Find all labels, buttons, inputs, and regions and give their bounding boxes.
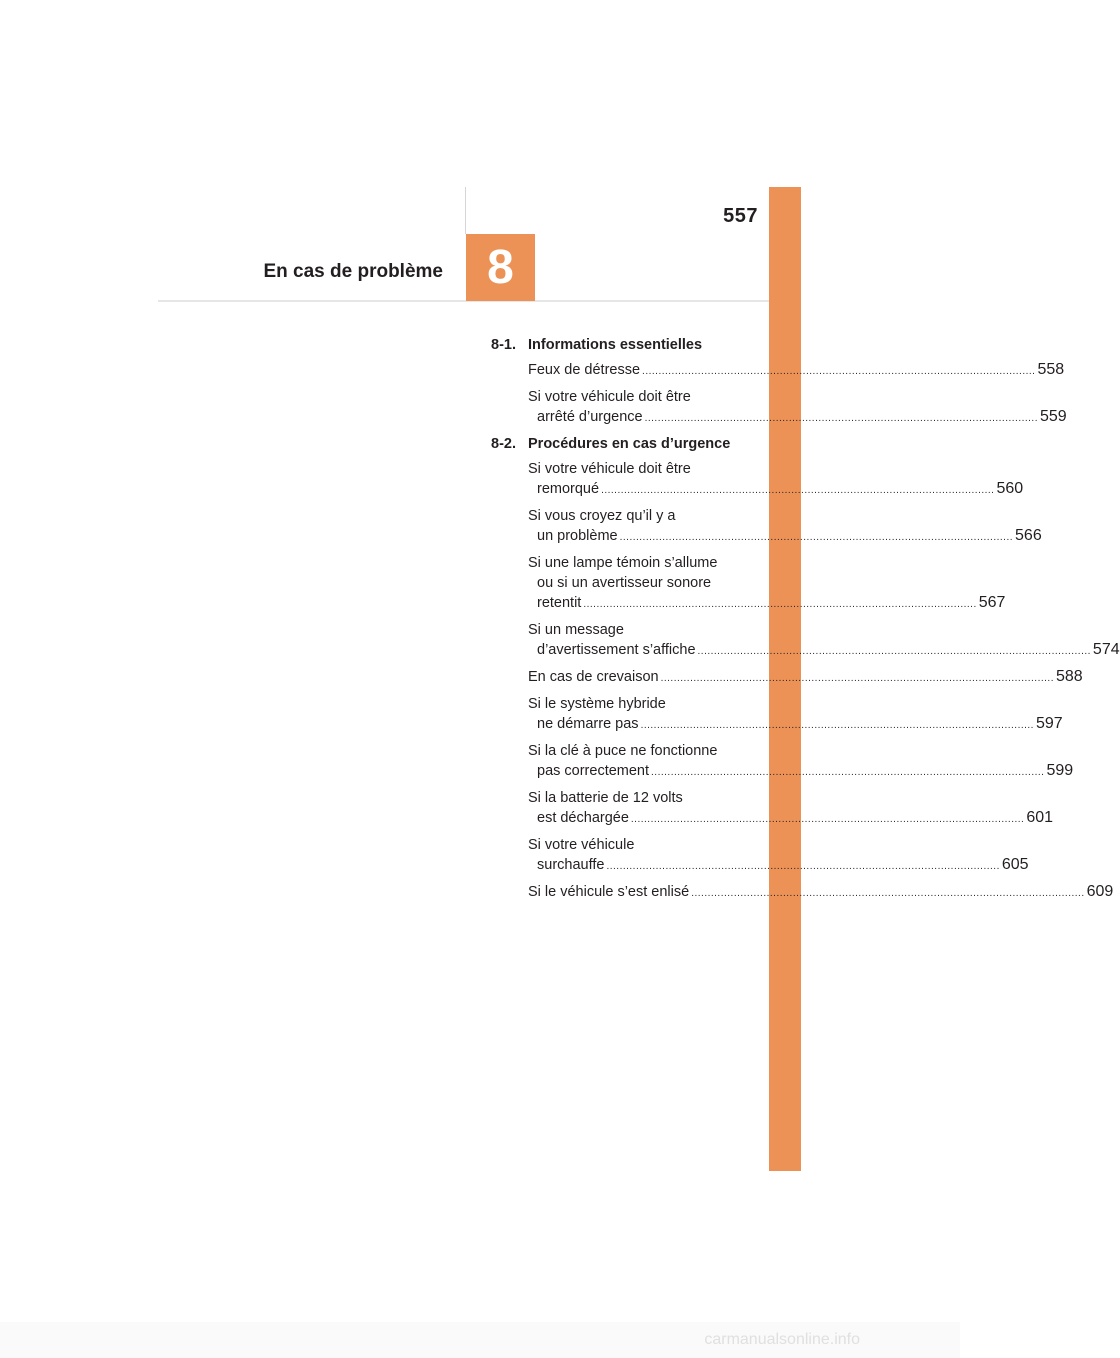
toc-dot-leader: ........................................................................................................................ bbox=[583, 599, 977, 610]
toc-entry[interactable] bbox=[528, 694, 1063, 736]
chapter-number: 8 bbox=[487, 241, 514, 294]
toc-entry-text: Si le système hybride bbox=[528, 696, 666, 712]
toc-entry-leader-row bbox=[528, 808, 1054, 830]
toc-entry-page: 588 bbox=[1055, 668, 1083, 685]
toc-entry-page: 601 bbox=[1026, 809, 1054, 826]
toc-entry-text: ou si un avertisseur sonore bbox=[537, 575, 712, 591]
toc-entry-leader-row bbox=[528, 714, 1063, 736]
toc-section-number: 8-1. bbox=[491, 337, 516, 353]
toc-entry-text: surchauffe bbox=[537, 857, 605, 873]
toc-entry-leader-row bbox=[528, 526, 1042, 548]
toc-dot-leader: ........................................................................................................................ bbox=[644, 413, 1038, 424]
table-of-contents bbox=[491, 335, 1120, 909]
toc-entry-leader-row bbox=[528, 593, 1006, 615]
toc-section-heading bbox=[491, 335, 739, 355]
toc-entry-text: En cas de crevaison bbox=[528, 669, 659, 685]
footer-watermark-text: carmanualsonline.info bbox=[704, 1331, 860, 1348]
toc-entry[interactable] bbox=[528, 620, 1120, 662]
toc-entry-page: 599 bbox=[1046, 762, 1074, 779]
toc-entry[interactable] bbox=[528, 459, 1024, 501]
toc-entry-leader-row bbox=[528, 360, 1065, 382]
toc-entry-text: Si une lampe témoin s’allume bbox=[528, 555, 718, 571]
toc-entry-page: 567 bbox=[978, 594, 1006, 611]
header-divider-vertical bbox=[465, 187, 466, 234]
toc-entry-text: Si votre véhicule doit être bbox=[528, 389, 691, 405]
toc-entry-page: 558 bbox=[1037, 361, 1065, 378]
toc-dot-leader: ........................................................................................................................ bbox=[630, 814, 1025, 825]
chapter-number-badge bbox=[466, 234, 535, 301]
toc-entry-text: Si un message bbox=[528, 622, 624, 638]
page-number: 557 bbox=[723, 205, 758, 227]
toc-dot-leader: ........................................................................................................................ bbox=[697, 646, 1091, 657]
toc-entry-text: retentit bbox=[537, 595, 582, 611]
toc-entry-leader-row bbox=[528, 640, 1120, 662]
toc-section-entries bbox=[491, 459, 1120, 904]
toc-entry-text: Si la batterie de 12 volts bbox=[528, 790, 683, 806]
toc-entry-text: d’avertissement s’affiche bbox=[537, 642, 696, 658]
toc-entry[interactable] bbox=[528, 882, 1114, 904]
toc-entry-leader-row bbox=[528, 761, 1074, 783]
toc-entry-text: Si le véhicule s’est enlisé bbox=[528, 884, 690, 900]
toc-dot-leader: ........................................................................................................................ bbox=[640, 720, 1034, 731]
toc-entry-page: 566 bbox=[1015, 527, 1042, 544]
toc-section-title: Procédures en cas d’urgence bbox=[528, 436, 731, 452]
toc-dot-leader: ........................................................................................................................ bbox=[642, 366, 1036, 377]
toc-dot-leader: ........................................................................................................................ bbox=[660, 673, 1054, 684]
toc-section-number: 8-2. bbox=[491, 436, 516, 452]
toc-entry-text: pas correctement bbox=[537, 763, 650, 779]
toc-dot-leader: ........................................................................................................................ bbox=[601, 485, 995, 496]
toc-entry-text: est déchargée bbox=[537, 810, 629, 826]
toc-entry-text: un problème bbox=[537, 528, 618, 544]
toc-entry[interactable] bbox=[528, 360, 1065, 382]
toc-dot-leader: ........................................................................................................................ bbox=[651, 767, 1045, 778]
toc-entry-leader-row bbox=[528, 407, 1067, 429]
toc-entry-page: 559 bbox=[1040, 408, 1067, 425]
toc-entry-text: Si vous croyez qu’il y a bbox=[528, 508, 676, 524]
header-divider-horizontal bbox=[158, 300, 769, 302]
toc-entry-page: 597 bbox=[1035, 715, 1063, 732]
chapter-title: En cas de problème bbox=[263, 261, 443, 282]
toc-entry[interactable] bbox=[528, 741, 1074, 783]
toc-section-title: Informations essentielles bbox=[528, 337, 703, 353]
toc-entry[interactable] bbox=[528, 667, 1083, 689]
toc-entry-leader-row bbox=[528, 667, 1083, 689]
toc-entry-page: 574 bbox=[1092, 641, 1120, 658]
toc-entry-text: Si votre véhicule doit être bbox=[528, 461, 691, 477]
toc-entry-leader-row bbox=[528, 855, 1029, 877]
toc-dot-leader: ........................................................................................................................ bbox=[606, 861, 1000, 872]
toc-section-entries bbox=[491, 360, 1067, 429]
toc-entry-page: 605 bbox=[1001, 856, 1029, 873]
toc-entry[interactable] bbox=[528, 387, 1067, 429]
toc-entry-page: 560 bbox=[996, 480, 1024, 497]
toc-dot-leader: ........................................................................................................................ bbox=[691, 888, 1085, 899]
toc-entry-leader-row bbox=[528, 882, 1114, 904]
toc-section-heading bbox=[491, 434, 739, 454]
toc-entry-page: 609 bbox=[1086, 883, 1114, 900]
toc-entry[interactable] bbox=[528, 506, 1042, 548]
toc-entry-text: ne démarre pas bbox=[537, 716, 639, 732]
toc-entry-leader-row bbox=[528, 479, 1024, 501]
toc-entry-text: Si votre véhicule bbox=[528, 837, 635, 853]
toc-entry-text: remorqué bbox=[537, 481, 600, 497]
toc-entry[interactable] bbox=[528, 835, 1029, 877]
toc-entry-text: Si la clé à puce ne fonctionne bbox=[528, 743, 718, 759]
toc-entry[interactable] bbox=[528, 788, 1054, 830]
footer-watermark bbox=[0, 1322, 960, 1358]
toc-entry-text: arrêté d’urgence bbox=[537, 409, 643, 425]
toc-dot-leader: ........................................................................................................................ bbox=[619, 532, 1014, 543]
toc-entry-text: Feux de détresse bbox=[528, 362, 641, 378]
toc-entry[interactable] bbox=[528, 553, 1006, 615]
